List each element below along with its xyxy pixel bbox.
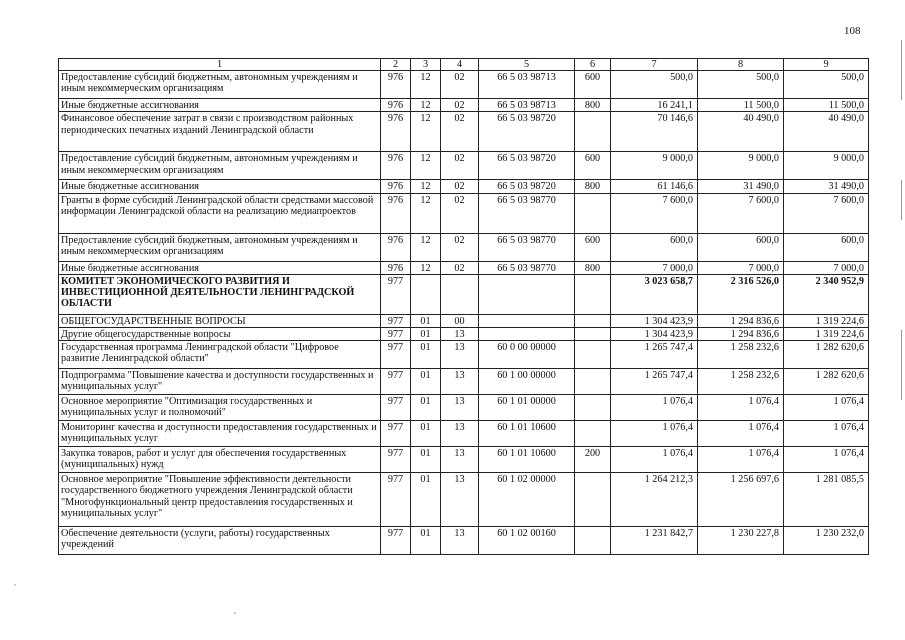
table-row bbox=[59, 421, 869, 447]
row-amount-cell: 40 490,0 bbox=[784, 112, 869, 152]
row-name-cell: Основное мероприятие "Оптимизация государственных и муниципальных услуг и полномочий" bbox=[59, 395, 381, 421]
row-amount-cell: 600,0 bbox=[698, 233, 784, 261]
table-row bbox=[59, 261, 869, 274]
row-code-cell: 977 bbox=[381, 395, 411, 421]
row-code-cell: 976 bbox=[381, 233, 411, 261]
row-code-cell: 977 bbox=[381, 274, 411, 314]
column-header: 8 bbox=[698, 59, 784, 71]
row-code-cell: 976 bbox=[381, 112, 411, 152]
row-section-cell: 01 bbox=[411, 473, 441, 527]
row-section-cell: 12 bbox=[411, 71, 441, 99]
row-target-article-cell: 60 1 00 00000 bbox=[479, 369, 575, 395]
row-section-cell: 01 bbox=[411, 314, 441, 327]
row-amount-cell: 61 146,6 bbox=[611, 180, 698, 193]
row-amount-cell: 7 600,0 bbox=[784, 193, 869, 233]
column-header: 5 bbox=[479, 59, 575, 71]
row-amount-cell: 1 076,4 bbox=[784, 395, 869, 421]
row-target-article-cell: 60 1 01 00000 bbox=[479, 395, 575, 421]
row-section-cell: 12 bbox=[411, 233, 441, 261]
table-row bbox=[59, 341, 869, 369]
scan-edge-mark bbox=[901, 40, 902, 100]
row-subsection-cell: 13 bbox=[441, 447, 479, 473]
row-expense-type-cell bbox=[575, 527, 611, 555]
row-subsection-cell: 02 bbox=[441, 152, 479, 180]
row-amount-cell: 1 294 836,6 bbox=[698, 328, 784, 341]
column-header: 9 bbox=[784, 59, 869, 71]
row-section-cell: 12 bbox=[411, 180, 441, 193]
row-amount-cell: 1 265 747,4 bbox=[611, 341, 698, 369]
row-target-article-cell: 66 5 03 98713 bbox=[479, 99, 575, 112]
row-name-cell: Предоставление субсидий бюджетным, автономным учреждениям и иным некоммерческим организациям bbox=[59, 71, 381, 99]
row-section-cell: 01 bbox=[411, 328, 441, 341]
row-amount-cell: 1 319 224,6 bbox=[784, 314, 869, 327]
row-amount-cell: 1 282 620,6 bbox=[784, 341, 869, 369]
row-target-article-cell bbox=[479, 274, 575, 314]
table-row bbox=[59, 193, 869, 233]
table-row bbox=[59, 314, 869, 327]
row-name-cell: Иные бюджетные ассигнования bbox=[59, 99, 381, 112]
row-amount-cell: 16 241,1 bbox=[611, 99, 698, 112]
row-amount-cell: 1 304 423,9 bbox=[611, 314, 698, 327]
row-expense-type-cell bbox=[575, 421, 611, 447]
row-expense-type-cell: 800 bbox=[575, 180, 611, 193]
column-header: 3 bbox=[411, 59, 441, 71]
row-code-cell: 977 bbox=[381, 328, 411, 341]
budget-table-container bbox=[58, 58, 868, 555]
row-code-cell: 977 bbox=[381, 527, 411, 555]
row-name-cell: Подпрограмма "Повышение качества и доступности государственных и муниципальных услуг" bbox=[59, 369, 381, 395]
row-expense-type-cell: 800 bbox=[575, 261, 611, 274]
table-row bbox=[59, 473, 869, 527]
table-row bbox=[59, 180, 869, 193]
row-amount-cell: 1 076,4 bbox=[784, 421, 869, 447]
row-name-cell: Мониторинг качества и доступности предоставления государственных и муниципальных услуг bbox=[59, 421, 381, 447]
row-section-cell: 01 bbox=[411, 341, 441, 369]
row-amount-cell: 7 000,0 bbox=[698, 261, 784, 274]
row-amount-cell: 70 146,6 bbox=[611, 112, 698, 152]
row-name-cell: Иные бюджетные ассигнования bbox=[59, 261, 381, 274]
scan-speck bbox=[14, 584, 16, 586]
column-header: 4 bbox=[441, 59, 479, 71]
row-name-cell: Основное мероприятие "Повышение эффективности деятельности государственного бюджетного учреждения Ленинградской области "Многофункциональный центр предоставления государственных и муниципальных услуг" bbox=[59, 473, 381, 527]
row-expense-type-cell: 600 bbox=[575, 71, 611, 99]
table-row bbox=[59, 99, 869, 112]
row-section-cell: 01 bbox=[411, 369, 441, 395]
row-name-cell: Иные бюджетные ассигнования bbox=[59, 180, 381, 193]
table-row bbox=[59, 395, 869, 421]
row-expense-type-cell: 800 bbox=[575, 99, 611, 112]
row-amount-cell: 7 000,0 bbox=[611, 261, 698, 274]
row-subsection-cell: 02 bbox=[441, 112, 479, 152]
row-subsection-cell: 13 bbox=[441, 473, 479, 527]
row-subsection-cell: 02 bbox=[441, 233, 479, 261]
table-row bbox=[59, 447, 869, 473]
row-target-article-cell: 60 1 01 10600 bbox=[479, 447, 575, 473]
table-header-row bbox=[59, 59, 869, 71]
row-code-cell: 976 bbox=[381, 99, 411, 112]
row-code-cell: 976 bbox=[381, 261, 411, 274]
row-subsection-cell: 13 bbox=[441, 369, 479, 395]
row-target-article-cell: 66 5 03 98770 bbox=[479, 193, 575, 233]
table-row bbox=[59, 152, 869, 180]
table-row bbox=[59, 328, 869, 341]
row-target-article-cell: 60 1 01 10600 bbox=[479, 421, 575, 447]
row-code-cell: 976 bbox=[381, 180, 411, 193]
row-section-cell: 12 bbox=[411, 112, 441, 152]
row-subsection-cell bbox=[441, 274, 479, 314]
row-amount-cell: 500,0 bbox=[784, 71, 869, 99]
row-amount-cell: 1 281 085,5 bbox=[784, 473, 869, 527]
row-name-cell: Предоставление субсидий бюджетным, автономным учреждениям и иным некоммерческим организациям bbox=[59, 233, 381, 261]
table-row bbox=[59, 369, 869, 395]
row-amount-cell: 1 256 697,6 bbox=[698, 473, 784, 527]
row-expense-type-cell bbox=[575, 341, 611, 369]
row-amount-cell: 1 076,4 bbox=[611, 395, 698, 421]
row-section-cell: 01 bbox=[411, 421, 441, 447]
row-amount-cell: 1 294 836,6 bbox=[698, 314, 784, 327]
row-subsection-cell: 02 bbox=[441, 193, 479, 233]
row-subsection-cell: 13 bbox=[441, 527, 479, 555]
row-target-article-cell: 60 1 02 00000 bbox=[479, 473, 575, 527]
row-target-article-cell: 60 0 00 00000 bbox=[479, 341, 575, 369]
row-expense-type-cell: 200 bbox=[575, 447, 611, 473]
budget-table bbox=[58, 58, 869, 555]
row-name-cell: Закупка товаров, работ и услуг для обеспечения государственных (муниципальных) нужд bbox=[59, 447, 381, 473]
row-amount-cell: 500,0 bbox=[611, 71, 698, 99]
row-target-article-cell bbox=[479, 328, 575, 341]
page-number: 108 bbox=[844, 25, 861, 37]
row-amount-cell: 1 076,4 bbox=[698, 421, 784, 447]
row-section-cell: 01 bbox=[411, 447, 441, 473]
scan-speck bbox=[234, 612, 236, 614]
row-section-cell: 01 bbox=[411, 395, 441, 421]
row-subsection-cell: 02 bbox=[441, 71, 479, 99]
table-row bbox=[59, 71, 869, 99]
row-code-cell: 977 bbox=[381, 314, 411, 327]
row-amount-cell: 7 600,0 bbox=[698, 193, 784, 233]
row-amount-cell: 1 076,4 bbox=[698, 395, 784, 421]
row-code-cell: 977 bbox=[381, 421, 411, 447]
row-subsection-cell: 13 bbox=[441, 421, 479, 447]
row-amount-cell: 1 258 232,6 bbox=[698, 341, 784, 369]
scan-edge-mark bbox=[901, 180, 902, 220]
column-header: 7 bbox=[611, 59, 698, 71]
row-expense-type-cell bbox=[575, 395, 611, 421]
row-name-cell: Финансовое обеспечение затрат в связи с производством районных периодических печатных изданий Ленинградской области bbox=[59, 112, 381, 152]
row-subsection-cell: 13 bbox=[441, 328, 479, 341]
row-expense-type-cell bbox=[575, 473, 611, 527]
row-expense-type-cell bbox=[575, 314, 611, 327]
row-amount-cell: 500,0 bbox=[698, 71, 784, 99]
row-name-cell: Обеспечение деятельности (услуги, работы) государственных учреждений bbox=[59, 527, 381, 555]
row-code-cell: 976 bbox=[381, 193, 411, 233]
row-target-article-cell bbox=[479, 314, 575, 327]
row-target-article-cell: 66 5 03 98720 bbox=[479, 112, 575, 152]
row-amount-cell: 3 023 658,7 bbox=[611, 274, 698, 314]
row-section-cell: 12 bbox=[411, 152, 441, 180]
row-amount-cell: 1 230 232,0 bbox=[784, 527, 869, 555]
row-name-cell: Другие общегосударственные вопросы bbox=[59, 328, 381, 341]
row-subsection-cell: 00 bbox=[441, 314, 479, 327]
column-header: 2 bbox=[381, 59, 411, 71]
row-amount-cell: 1 282 620,6 bbox=[784, 369, 869, 395]
row-amount-cell: 1 304 423,9 bbox=[611, 328, 698, 341]
row-amount-cell: 1 319 224,6 bbox=[784, 328, 869, 341]
row-amount-cell: 1 076,4 bbox=[611, 421, 698, 447]
row-amount-cell: 7 000,0 bbox=[784, 261, 869, 274]
row-name-cell: Гранты в форме субсидий Ленинградской области средствами массовой информации Ленинградской области на реализацию медиапроектов bbox=[59, 193, 381, 233]
row-subsection-cell: 02 bbox=[441, 99, 479, 112]
column-header: 6 bbox=[575, 59, 611, 71]
table-row bbox=[59, 233, 869, 261]
row-name-cell: Предоставление субсидий бюджетным, автономным учреждениям и иным некоммерческим организациям bbox=[59, 152, 381, 180]
row-amount-cell: 1 230 227,8 bbox=[698, 527, 784, 555]
row-expense-type-cell bbox=[575, 112, 611, 152]
row-expense-type-cell bbox=[575, 274, 611, 314]
row-code-cell: 977 bbox=[381, 473, 411, 527]
row-amount-cell: 1 076,4 bbox=[784, 447, 869, 473]
row-amount-cell: 2 316 526,0 bbox=[698, 274, 784, 314]
row-amount-cell: 40 490,0 bbox=[698, 112, 784, 152]
row-section-cell: 01 bbox=[411, 527, 441, 555]
row-expense-type-cell: 600 bbox=[575, 233, 611, 261]
row-code-cell: 976 bbox=[381, 71, 411, 99]
row-amount-cell: 7 600,0 bbox=[611, 193, 698, 233]
row-amount-cell: 1 076,4 bbox=[698, 447, 784, 473]
row-amount-cell: 11 500,0 bbox=[698, 99, 784, 112]
row-section-cell: 12 bbox=[411, 261, 441, 274]
column-header: 1 bbox=[59, 59, 381, 71]
row-code-cell: 977 bbox=[381, 341, 411, 369]
row-target-article-cell: 60 1 02 00160 bbox=[479, 527, 575, 555]
row-section-cell: 12 bbox=[411, 99, 441, 112]
row-amount-cell: 1 258 232,6 bbox=[698, 369, 784, 395]
row-code-cell: 976 bbox=[381, 152, 411, 180]
row-amount-cell: 600,0 bbox=[611, 233, 698, 261]
table-row bbox=[59, 274, 869, 314]
row-subsection-cell: 13 bbox=[441, 341, 479, 369]
row-amount-cell: 2 340 952,9 bbox=[784, 274, 869, 314]
row-section-cell: 12 bbox=[411, 193, 441, 233]
row-target-article-cell: 66 5 03 98713 bbox=[479, 71, 575, 99]
row-subsection-cell: 13 bbox=[441, 395, 479, 421]
row-name-cell: КОМИТЕТ ЭКОНОМИЧЕСКОГО РАЗВИТИЯ И ИНВЕСТИЦИОННОЙ ДЕЯТЕЛЬНОСТИ ЛЕНИНГРАДСКОЙ ОБЛАСТИ bbox=[59, 274, 381, 314]
row-amount-cell: 31 490,0 bbox=[698, 180, 784, 193]
table-row bbox=[59, 112, 869, 152]
row-subsection-cell: 02 bbox=[441, 180, 479, 193]
row-code-cell: 977 bbox=[381, 447, 411, 473]
row-subsection-cell: 02 bbox=[441, 261, 479, 274]
row-name-cell: Государственная программа Ленинградской области "Цифровое развитие Ленинградской области" bbox=[59, 341, 381, 369]
row-target-article-cell: 66 5 03 98770 bbox=[479, 233, 575, 261]
scan-edge-mark bbox=[901, 330, 902, 400]
row-code-cell: 977 bbox=[381, 369, 411, 395]
row-amount-cell: 9 000,0 bbox=[698, 152, 784, 180]
row-expense-type-cell bbox=[575, 328, 611, 341]
row-amount-cell: 600,0 bbox=[784, 233, 869, 261]
row-amount-cell: 9 000,0 bbox=[611, 152, 698, 180]
row-name-cell: ОБЩЕГОСУДАРСТВЕННЫЕ ВОПРОСЫ bbox=[59, 314, 381, 327]
row-expense-type-cell: 600 bbox=[575, 152, 611, 180]
row-amount-cell: 11 500,0 bbox=[784, 99, 869, 112]
row-amount-cell: 1 076,4 bbox=[611, 447, 698, 473]
row-target-article-cell: 66 5 03 98720 bbox=[479, 152, 575, 180]
row-expense-type-cell bbox=[575, 193, 611, 233]
row-expense-type-cell bbox=[575, 369, 611, 395]
row-amount-cell: 1 265 747,4 bbox=[611, 369, 698, 395]
table-row bbox=[59, 527, 869, 555]
row-amount-cell: 31 490,0 bbox=[784, 180, 869, 193]
row-amount-cell: 1 231 842,7 bbox=[611, 527, 698, 555]
row-target-article-cell: 66 5 03 98720 bbox=[479, 180, 575, 193]
row-section-cell bbox=[411, 274, 441, 314]
row-amount-cell: 9 000,0 bbox=[784, 152, 869, 180]
row-amount-cell: 1 264 212,3 bbox=[611, 473, 698, 527]
row-target-article-cell: 66 5 03 98770 bbox=[479, 261, 575, 274]
